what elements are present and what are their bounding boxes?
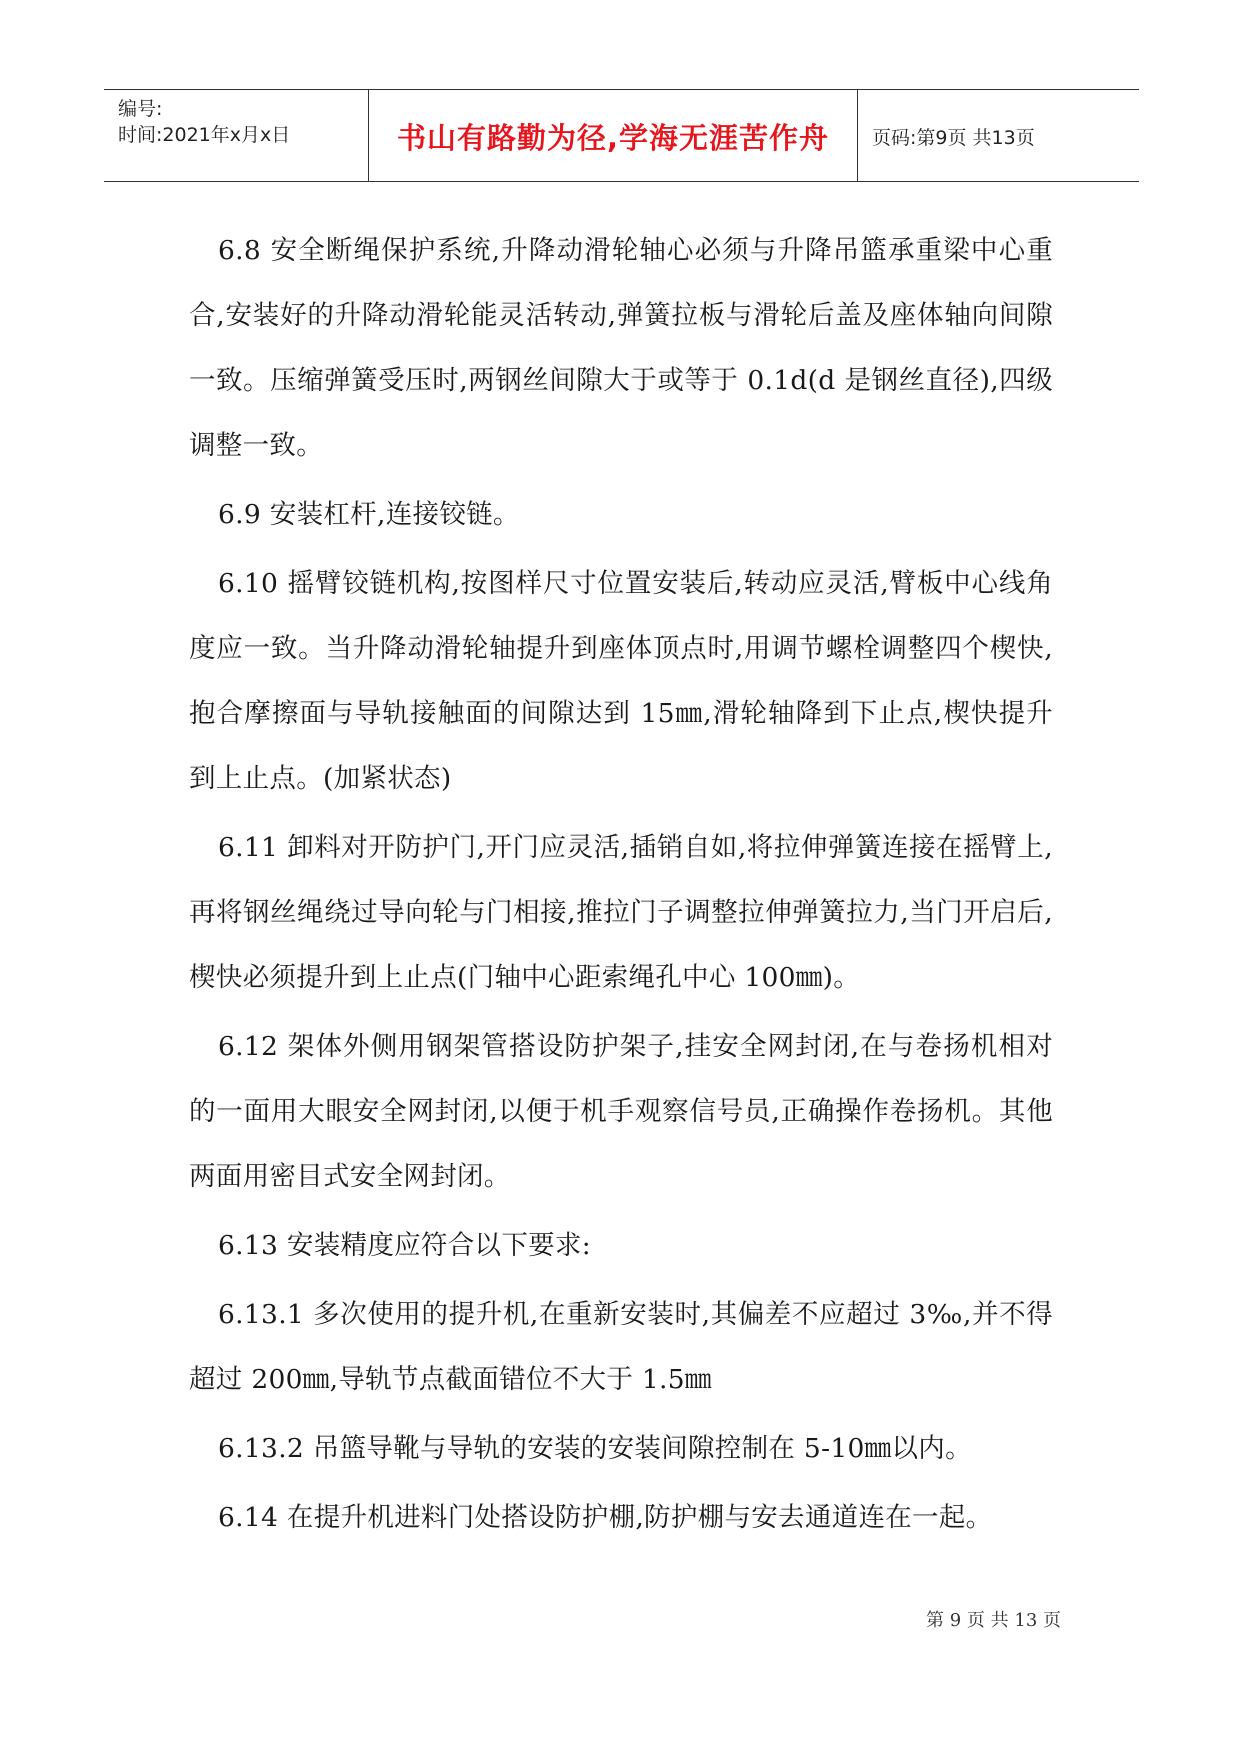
header-page-code: 页码:第9页 共13页 — [872, 127, 1035, 149]
paragraph-6-13: 6.13 安装精度应符合以下要求: — [218, 1230, 591, 1261]
page-footer: 第 9 页 共 13 页 — [926, 1610, 1061, 1631]
paragraph-6-13-2: 6.13.2 吊篮导靴与导轨的安装的安装间隙控制在 5-10㎜以内。 — [218, 1433, 972, 1464]
document-body — [189, 218, 1053, 1554]
header-divider-left — [368, 90, 369, 181]
paragraph-6-9: 6.9 安装杠杆,连接铰链。 — [218, 499, 520, 530]
document-number-label: 编号: — [118, 98, 163, 120]
paragraph-6-13-1: 6.13.1 多次使用的提升机,在重新安装时,其偏差不应超过 3‰,并不得超过 200㎜,导轨节点截面错位不大于 1.5㎜ — [189, 1299, 1053, 1395]
header-divider-right — [857, 90, 858, 181]
header-motto: 书山有路勤为径,学海无涯苦作舟 — [396, 121, 830, 155]
paragraph-6-11: 6.11 卸料对开防护门,开门应灵活,插销自如,将拉伸弹簧连接在摇臂上,再将钢丝绳绕过导向轮与门相接,推拉门子调整拉伸弹簧拉力,当门开启后,楔快必须提升到上止点(门轴中心距索绳孔中心 100㎜)。 — [189, 832, 1053, 993]
document-time-label: 时间:2021年x月x日 — [118, 124, 291, 146]
paragraph-6-12: 6.12 架体外侧用钢架管搭设防护架子,挂安全网封闭,在与卷扬机相对的一面用大眼安全网封闭,以便于机手观察信号员,正确操作卷扬机。其他两面用密目式安全网封闭。 — [189, 1031, 1053, 1192]
paragraph-6-14: 6.14 在提升机进料门处搭设防护棚,防护棚与安去通道连在一起。 — [218, 1502, 993, 1533]
paragraph-6-10: 6.10 摇臂铰链机构,按图样尺寸位置安装后,转动应灵活,臂板中心线角度应一致。当升降动滑轮轴提升到座体顶点时,用调节螺栓调整四个楔快,抱合摩擦面与导轨接触面的间隙达到 15㎜,滑轮轴降到下止点,楔快提升到上止点。(加紧状态) — [189, 568, 1053, 794]
paragraph-6-8: 6.8 安全断绳保护系统,升降动滑轮轴心必须与升降吊篮承重梁中心重合,安装好的升降动滑轮能灵活转动,弹簧拉板与滑轮后盖及座体轴向间隙一致。压缩弹簧受压时,两钢丝间隙大于或等于 0.1d(d 是钢丝直径),四级调整一致。 — [189, 235, 1053, 461]
page-header — [104, 89, 1139, 182]
